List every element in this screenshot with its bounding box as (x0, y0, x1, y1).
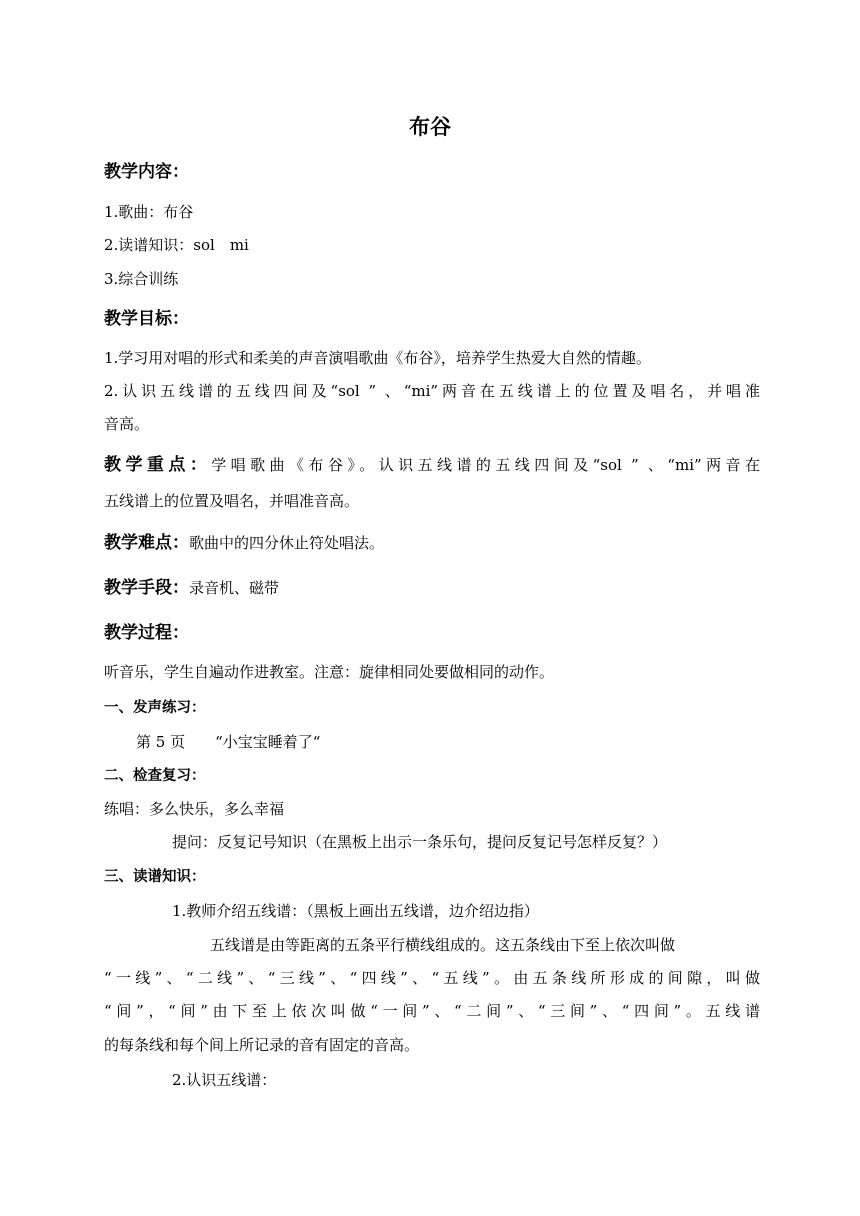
part1-heading: 一、发声练习： (104, 700, 206, 716)
process-heading: 教学过程： (104, 623, 189, 643)
content-item: 3.综合训练 (104, 270, 179, 288)
means-line (104, 577, 760, 599)
part3-item: 1.教师介绍五线谱：（黑板上画出五线谱，边介绍边指） (172, 902, 539, 920)
content-item: 2.读谱知识：sol mi (104, 236, 249, 254)
part2-heading: 二、检查复习： (104, 768, 206, 784)
goals-heading: 教学目标： (104, 309, 189, 329)
difficulty-line (104, 532, 760, 554)
key-points-label: 教学重点： (104, 455, 212, 475)
part3-heading: 三、读谱知识： (104, 869, 206, 885)
part3-item: 2.认识五线谱： (172, 1071, 277, 1089)
part2-line: 练唱：多么快乐，多么幸福 (104, 800, 285, 818)
means-text: 录音机、磁带 (189, 579, 280, 597)
goals-line: 音高。 (104, 415, 150, 433)
key-points-text: 学唱歌曲《布谷》。认识五线谱的五线四间及“sol ” 、“mi”两音在 (211, 456, 760, 474)
process-intro: 听音乐，学生自遍动作进教室。注意：旋律相同处要做相同的动作。 (104, 663, 555, 681)
part3-paragraph-line: “间”，“间”由下至上依次叫做“一间”、“二间”、“三间”、“四间”。五线谱 (104, 1002, 760, 1020)
page-title: 布谷 (409, 115, 451, 139)
content-heading: 教学内容： (104, 162, 189, 182)
key-points-line: 五线谱上的位置及唱名，并唱准音高。 (104, 492, 360, 510)
content-item: 1.歌曲：布谷 (104, 203, 194, 221)
key-points-line (104, 454, 760, 476)
difficulty-label: 教学难点： (104, 533, 189, 553)
part3-paragraph-line: 五线谱是由等距离的五条平行横线组成的。这五条线由下至上依次叫做 (210, 936, 676, 954)
means-label: 教学手段： (104, 578, 189, 598)
goals-line: 2.认识五线谱的五线四间及“sol ” 、“mi”两音在五线谱上的位置及唱名，并唱准 (104, 382, 760, 400)
part3-paragraph-line: 的每条线和每个间上所记录的音有固定的音高。 (104, 1036, 420, 1054)
part2-line: 提问：反复记号知识（在黑板上出示一条乐句，提问反复记号怎样反复？） (172, 833, 668, 851)
part1-line: 第 5 页 “小宝宝睡着了“ (136, 733, 321, 751)
goals-line: 1.学习用对唱的形式和柔美的声音演唱歌曲《布谷》，培养学生热爱大自然的情趣。 (104, 349, 651, 367)
part3-paragraph-line: “一线”、“二线”、“三线”、“四线”、“五线”。由五条线所形成的间隙，叫做 (104, 969, 760, 987)
difficulty-text: 歌曲中的四分休止符处唱法。 (189, 534, 385, 552)
